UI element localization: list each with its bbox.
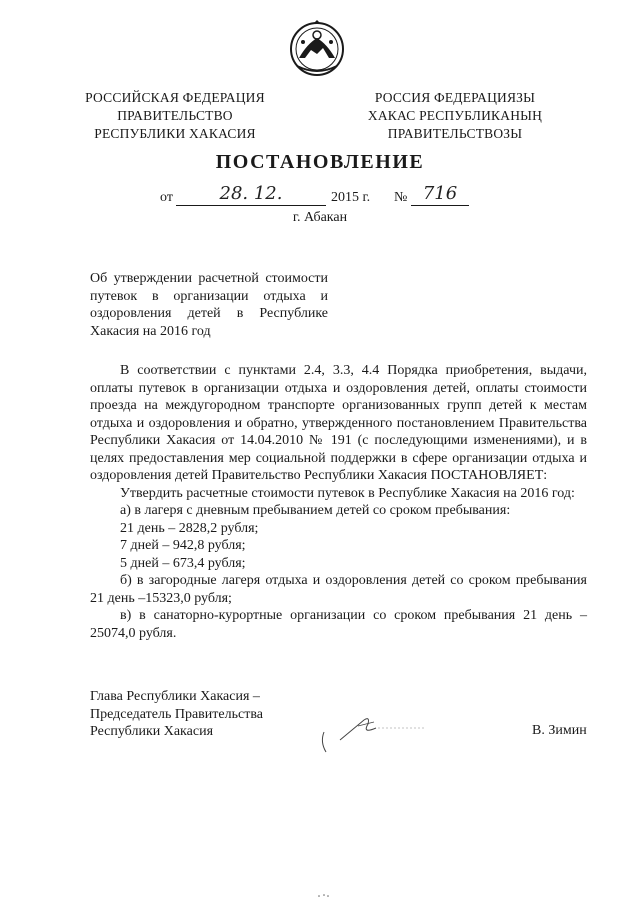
subject-line: Хакасия на 2016 год <box>90 323 211 339</box>
header-left-line: ПРАВИТЕЛЬСТВО <box>117 108 233 123</box>
body-line: 5 дней – 673,4 рубля; <box>120 555 246 571</box>
body-line: а) в лагеря с дневным пребыванием детей со сроком пребывания: <box>120 503 511 518</box>
body-line: Республики Хакасия от 14.04.2010 № 191 (с последующими изменениями), и в <box>90 433 587 448</box>
body-line: 21 день –15323,0 рубля; <box>90 590 232 606</box>
handwritten-date: 28. 12. <box>219 183 283 204</box>
body-line: целях предоставления мер социальной поддержки в сфере организации отдыха и <box>90 450 587 466</box>
header-left-line: РЕСПУБЛИКИ ХАКАСИЯ <box>94 126 256 141</box>
coat-of-arms-emblem <box>287 18 347 78</box>
handwritten-signature <box>318 710 428 756</box>
handwritten-number: 716 <box>422 183 458 204</box>
body-line: отдыха и оздоровления и обратно, утвержденного постановлением Правительства <box>90 415 587 431</box>
number-sign: № <box>394 190 408 205</box>
city: г. Абакан <box>292 210 348 225</box>
date-year: 2015 г. <box>331 190 371 205</box>
subject-line: путевок в организации отдыха и <box>90 288 328 304</box>
signatory-name: В. Зимин <box>532 723 587 738</box>
header-khakas <box>352 89 558 143</box>
date-prefix: от <box>160 190 173 205</box>
subject-line: оздоровления детей в Республике <box>90 306 328 321</box>
resolution-body <box>90 362 587 642</box>
body-line: оплаты путевок в организации отдыха и оздоровления детей, оплаты стоимости <box>90 380 587 396</box>
body-line: оздоровления детей Правительство Республики Хакасия ПОСТАНОВЛЯЕТ: <box>90 468 548 483</box>
subject-block <box>90 270 328 340</box>
body-line: б) в загородные лагеря отдыха и оздоровления детей со сроком пребывания <box>120 573 587 588</box>
header-right-line: ХАКАС РЕСПУБЛИКАНЫҢ <box>367 108 543 123</box>
signatory-line: Глава Республики Хакасия – <box>90 689 260 704</box>
document-title: ПОСТАНОВЛЕНИЕ <box>215 151 425 173</box>
body-line: Утвердить расчетные стоимости путевок в Республике Хакасия на 2016 год: <box>120 485 575 501</box>
header-russian <box>72 89 278 143</box>
body-line: в) в санаторно-курортные организации со сроком пребывания 21 день – <box>120 608 587 623</box>
body-line: 21 день – 2828,2 рубля; <box>120 520 259 536</box>
body-line: В соответствии с пунктами 2.4, 3.3, 4.4 Порядка приобретения, выдачи, <box>120 363 587 378</box>
body-line: проезда на междугородном транспорте организованных групп детей к местам <box>90 398 587 413</box>
header-right-line: ПРАВИТЕЛЬСТВОЗЫ <box>387 126 523 141</box>
date-line <box>0 183 640 210</box>
body-line: 25074,0 рубля. <box>90 625 177 641</box>
page-mark <box>316 886 332 894</box>
signatory-position <box>90 688 263 741</box>
signatory-line: Республики Хакасия <box>90 724 214 739</box>
body-line: 7 дней – 942,8 рубля; <box>120 538 246 553</box>
subject-line: Об утверждении расчетной стоимости <box>90 271 328 286</box>
signatory-line: Председатель Правительства <box>90 706 263 722</box>
header-left-line: РОССИЙСКАЯ ФЕДЕРАЦИЯ <box>85 90 265 105</box>
header-right-line: РОССИЯ ФЕДЕРАЦИЯЗЫ <box>374 90 536 105</box>
